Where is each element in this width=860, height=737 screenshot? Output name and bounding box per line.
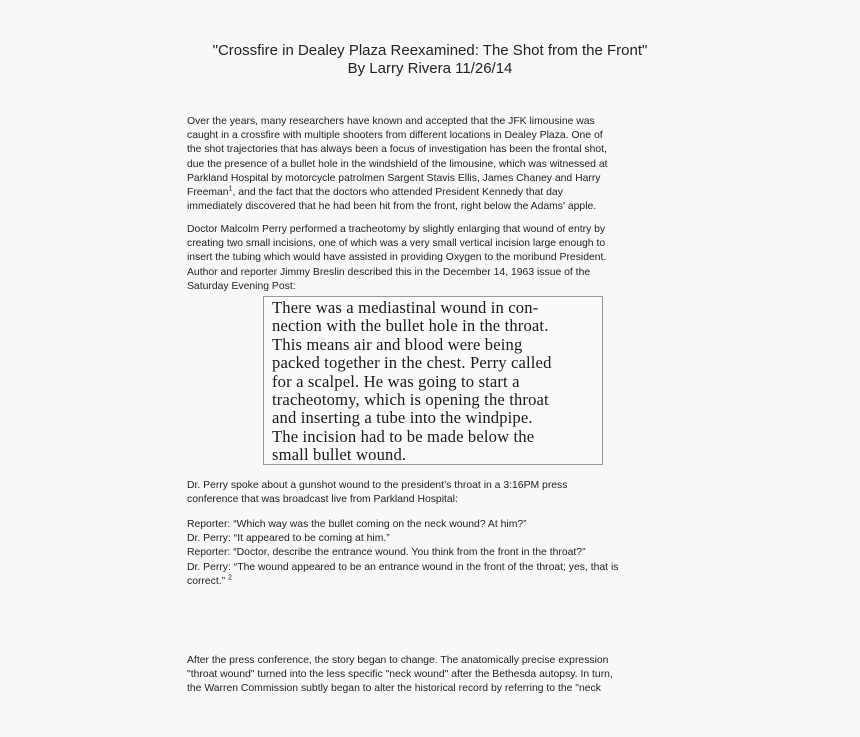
clipping-line: The incision had to be made below the	[272, 426, 535, 446]
press-conference-paragraph	[187, 479, 687, 507]
text-line: Parkland Hospital by motorcycle patrolmen Sargent Stavis Ellis, James Chaney and Harry	[187, 172, 601, 184]
transcript-line: Dr. Perry: “It appeared to be coming at him.”	[187, 533, 390, 545]
text-line	[187, 186, 687, 200]
clipping-line: tracheotomy, which is opening the throat	[272, 390, 549, 410]
transcript-line: Reporter: “Which way was the bullet coming on the neck wound? At him?”	[187, 519, 527, 530]
footnote-marker: 2	[228, 574, 232, 582]
aftermath-paragraph	[187, 654, 687, 697]
text-line: immediately discovered that he had been hit from the front, right below the Adams' apple.	[187, 201, 597, 213]
footnote-marker: 1	[228, 185, 233, 193]
transcript-line: Reporter: “Doctor, describe the entrance wound. You think from the front in the throat?”	[187, 547, 586, 559]
text-line: Doctor Malcolm Perry performed a tracheotomy by slightly enlarging that wound of entry by	[187, 224, 606, 235]
clipping-line: and inserting a tube into the windpipe.	[272, 408, 533, 428]
text-fragment: Freeman	[187, 187, 229, 199]
clipping-line: small bullet wound.	[272, 445, 407, 465]
text-line: insert the tubing which would have assisted in providing Oxygen to the moribund President.	[187, 252, 607, 264]
clipping-line: nection with the bullet hole in the throat.	[272, 316, 549, 336]
text-line: the Warren Commission subtly began to alter the historical record by referring to the "neck	[187, 683, 601, 695]
tracheotomy-paragraph	[187, 223, 687, 294]
text-fragment: correct.”	[187, 575, 226, 587]
text-line: Over the years, many researchers have known and accepted that the JFK limousine was	[187, 116, 595, 127]
document-byline: By Larry Rivera 11/26/14	[347, 60, 513, 77]
newspaper-clipping	[263, 296, 603, 465]
text-fragment: , and the fact that the doctors who attended President Kennedy that day	[232, 187, 563, 199]
clipping-line: There was a mediastinal wound in con-	[272, 298, 539, 317]
text-line: creating two small incisions, one of which was a very small vertical incision large enough to	[187, 238, 606, 250]
transcript-line: Dr. Perry: “The wound appeared to be an entrance wound in the front of the throat; yes, that is	[187, 561, 619, 573]
document-title: "Crossfire in Dealey Plaza Reexamined: The Shot from the Front"	[212, 42, 648, 59]
text-line: "throat wound" turned into the less specific "neck wound" after the Bethesda autopsy. In turn,	[187, 669, 613, 681]
text-line: Author and reporter Jimmy Breslin described this in the December 14, 1963 issue of the	[187, 266, 591, 278]
transcript-block	[187, 518, 687, 589]
text-line: caught in a crossfire with multiple shooters from different locations in Dealey Plaza. One of	[187, 130, 603, 142]
text-line: the shot trajectories that has always been a focus of investigation has been the frontal shot,	[187, 144, 607, 156]
clipping-line: packed together in the chest. Perry called	[272, 353, 552, 373]
text-line: Dr. Perry spoke about a gunshot wound to the president’s throat in a 3:16PM press	[187, 480, 568, 491]
text-line: conference that was broadcast live from Parkland Hospital:	[187, 494, 458, 506]
transcript-line	[187, 575, 687, 589]
text-line: due the presence of a bullet hole in the windshield of the limousine, which was witnessed at	[187, 158, 608, 170]
clipping-line: This means air and blood were being	[272, 334, 523, 354]
text-line: Saturday Evening Post:	[187, 280, 296, 292]
intro-paragraph	[187, 115, 687, 214]
text-line: After the press conference, the story began to change. The anatomically precise expression	[187, 655, 609, 666]
clipping-line: for a scalpel. He was going to start a	[272, 371, 520, 391]
